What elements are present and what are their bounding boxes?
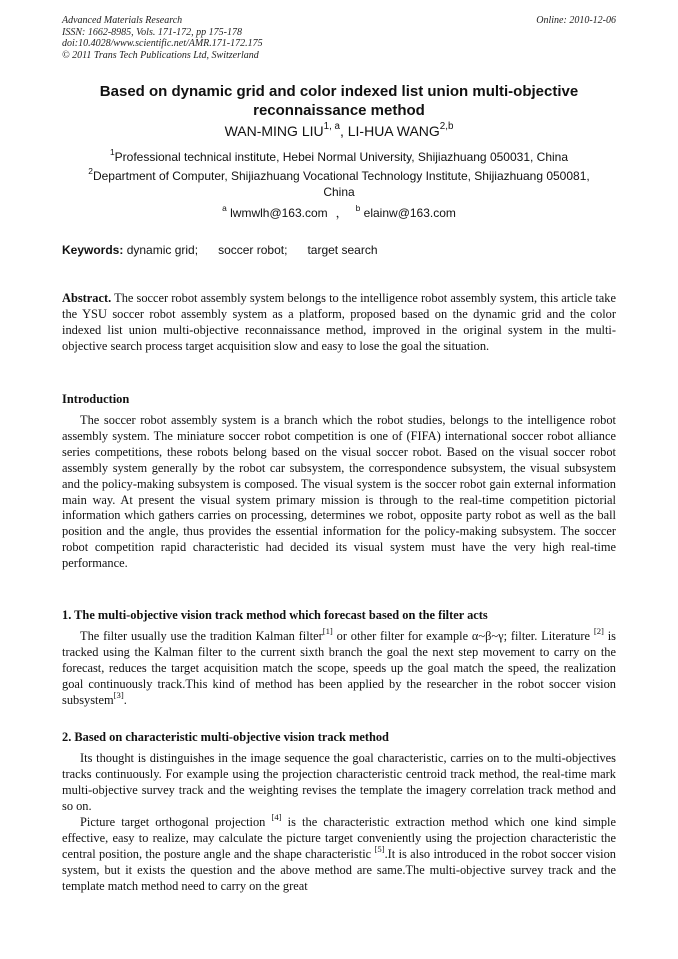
copyright-line: © 2011 Trans Tech Publications Ltd, Switzerland [62,49,259,61]
author-separator: , [339,123,348,139]
section-2-paragraph-2 [62,812,616,895]
keyword-item: dynamic grid; [126,243,199,257]
citation-3: [3] [113,689,124,700]
keyword-item: target search [307,243,378,257]
email-line [62,205,616,221]
section-1-heading: 1. The multi-objective vision track method which forecast based on the filter acts [62,608,488,622]
affiliation-2-superscript: 2 [88,166,93,177]
section-2-heading: 2. Based on characteristic multi-objective vision track method [62,730,389,744]
section-1-paragraph [62,626,616,709]
paper-title: Based on dynamic grid and color indexed list union multi-objective reconnaissance method [99,83,579,119]
section-1-text: . [123,692,127,707]
citation-2: [2] [593,626,604,637]
section-1-text: is tracked using the Kalman filter to the current sixth branch the goal the next step movement to carry on the forecast, reduces the target acquisition match the scope, speeds up the goal match the speed, the realization goal continuously track.This kind of method has been applied by the researcher in the robot soccer vision subsystem [62,629,616,707]
affiliation-1-superscript: 1 [109,147,115,158]
doi-line: doi:10.4028/www.scientific.net/AMR.171-172.175 [62,38,263,49]
email-b[interactable]: elainw@163.com [363,206,456,220]
issn-line: ISSN: 1662-8985, Vols. 171-172, pp 175-178 [62,26,242,38]
introduction-heading: Introduction [62,392,130,406]
keywords [62,242,398,258]
affiliation-2-text: Department of Computer, Shijiazhuang Vocational Technology Institute, Shijiazhuang 050081, China [92,169,590,199]
affiliation-2 [75,168,603,200]
section-1-text: or other filter for example α~β~γ; filter. Literature [332,629,594,643]
author-line [62,122,616,140]
author-2-superscript: 2,b [439,121,454,133]
keywords-label: Keywords: [62,243,124,257]
citation-4: [4] [271,812,282,823]
section-2-paragraph-1: Its thought is distinguishes in the image sequence the goal characteristic, carries on to the multi-objectives tracks continuously. For example using the projection characteristic centroid track method, the real-time mark multi-objective survey track and the weighting revises the template the imagery correlation track method and so on. [62,751,616,813]
section-2-text: Picture target orthogonal projection [80,815,272,829]
abstract-label: Abstract. [62,291,112,305]
email-a-superscript: a [222,203,227,214]
author-2: LI-HUA WANG [347,123,440,139]
abstract-text: The soccer robot assembly system belongs to the intelligence robot assembly system, this article take the YSU soccer robot assembly system as a platform, proposed based on the dynamic grid and the color indexed list union multi-objective reconnaissance method, improved in the original system in the multi-objective search process target acquisition slow and easy to lose the goal the situation. [62,291,616,353]
section-1-text: The filter usually use the tradition Kalman filter [80,629,323,643]
author-1: WAN-MING LIU [224,123,324,139]
introduction-paragraph: The soccer robot assembly system is a branch which the robot studies, belongs to the intelligence robot assembly system. The miniature soccer robot competition is one of (FIFA) international soccer robot alliance series competitions, these robots belong based on the visual soccer robot. Based on the visual soccer robot assembly system generally by the robot car subsystem, the correspondence subsystem, the visual subsystem and the policy-making subsystem is composed. The visual system is the soccer robot gain external information main way. At present the visual system primary mission is through to the real-time competition pictorial information which gathers carries on processing, determines we robot, opposite party robot as well as the ball position and the angle, thus provides the essential information for the policy-making subsystem. The soccer robot competition rapid characteristic had decided its visual system must have the very high real-time performance. [62,413,616,571]
email-a[interactable]: lwmwlh@163.com [230,206,328,220]
journal-name: Advanced Materials Research [62,15,183,26]
affiliation-1-text: Professional technical institute, Hebei Normal University, Shijiazhuang 050031, China [114,150,569,164]
email-b-superscript: b [355,203,361,214]
citation-1: [1] [322,626,333,637]
online-date: Online: 2010-12-06 [536,15,616,26]
email-separator: ， [335,206,348,220]
abstract [62,291,616,355]
section-2-text: is the characteristic extraction method which one kind simple effective, easy to realize, may calculate the picture target conveniently using the projection characteristic the central position, the posture angle and the shape characteristic [62,815,616,861]
author-1-superscript: 1, a [323,121,340,133]
journal-header [62,15,263,61]
section-2-text: .It is also introduced in the robot soccer vision system, but it exists the question and the above method are same.The multi-objective survey track and the template match method need to carry on the great [62,846,616,893]
citation-5: [5] [374,843,385,854]
affiliation-1 [62,149,616,165]
keyword-item: soccer robot; [218,243,288,257]
